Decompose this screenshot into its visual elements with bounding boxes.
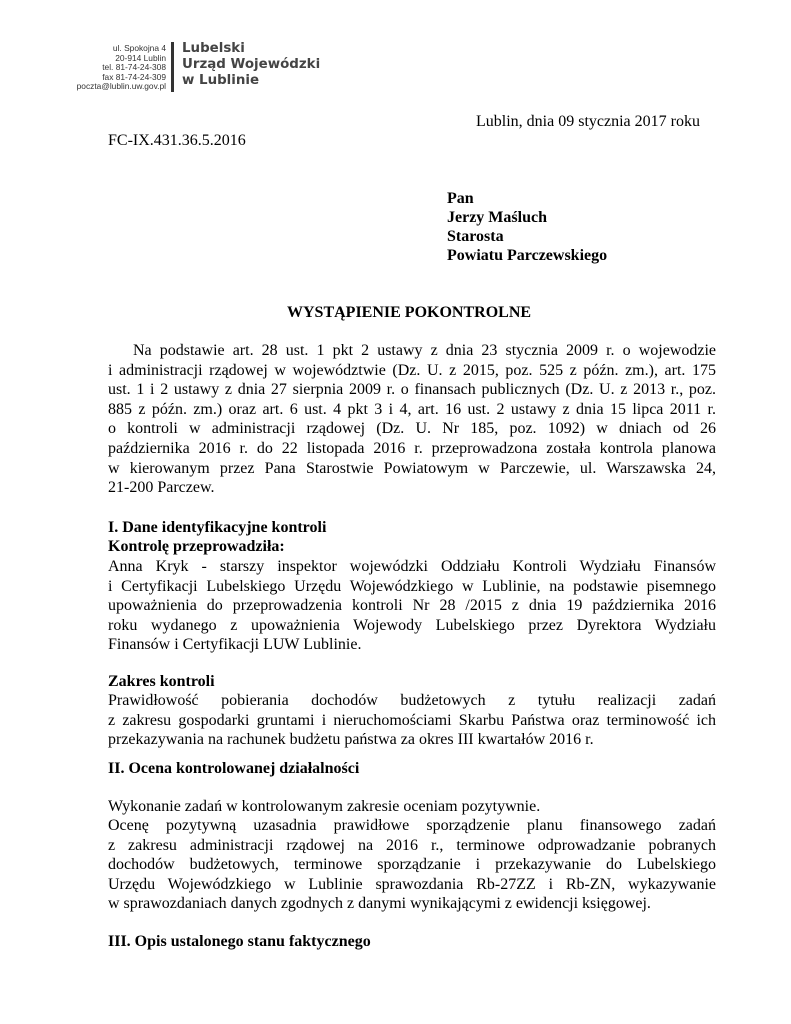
- recipient-line: Jerzy Maśluch: [447, 209, 547, 226]
- letterhead-address: [40, 44, 166, 92]
- paragraph-line: upoważnienia do przeprowadzenia kontroli Nr 28 /2015 z dnia 19 października 2016: [108, 597, 716, 615]
- section1-heading: I. Dane identyfikacyjne kontroli: [108, 519, 327, 536]
- paragraph-line: ust. 1 i 2 ustawy z dnia 27 sierpnia 2009 r. o finansach publicznych (Dz. U. z 2013 r., poz.: [108, 381, 716, 399]
- paragraph-line: Na podstawie art. 28 ust. 1 pkt 2 ustawy z dnia 23 stycznia 2009 r. o wojewodzie: [133, 342, 716, 359]
- org-name-line: Urząd Wojewódzki: [182, 57, 321, 73]
- scope-paragraph: [108, 691, 716, 750]
- place-date: Lublin, dnia 09 stycznia 2017 roku: [476, 113, 700, 130]
- org-name-line: w Lublinie: [182, 73, 260, 89]
- paragraph-line: i administracji rządowej w województwie (Dz. U. z 2015, poz. 525 z późn. zm.), art. 175: [108, 361, 716, 379]
- paragraph-line: z zakresu administracji rządowej na 2016 r., terminowe odprowadzanie pobranych: [108, 836, 716, 854]
- section1-subheading: Kontrolę przeprowadziła:: [108, 538, 285, 555]
- letterhead-divider: [171, 42, 174, 92]
- paragraph-line: Urzędu Wojewódzkiego w Lublinie sprawozdania Rb-27ZZ i Rb-ZN, wykazywanie: [108, 875, 716, 893]
- section1-paragraph: [108, 557, 716, 655]
- paragraph-line: roku wydanego z upoważnienia Wojewody Lubelskiego przez Dyrektora Wydziału: [108, 616, 716, 634]
- paragraph-line: o kontroli w administracji rządowej (Dz. U. Nr 185, poz. 1092) w dniach od 26: [108, 420, 716, 438]
- org-name-line: Lubelski: [182, 41, 245, 56]
- paragraph-line: 885 z późn. zm.) oraz art. 6 ust. 4 pkt 3 i 4, art. 16 ust. 2 ustawy z dnia 15 lipca 2011 r.: [108, 400, 716, 418]
- paragraph-line: października 2016 r. do 22 listopada 2016 r. przeprowadzona została kontrola planowa: [108, 439, 716, 457]
- recipient-block: [447, 189, 607, 265]
- section3-heading: III. Opis ustalonego stanu faktycznego: [108, 933, 371, 950]
- section2-heading: II. Ocena kontrolowanej działalności: [108, 760, 360, 777]
- address-phone: tel. 81-74-24-308: [102, 62, 166, 73]
- reference-number: FC-IX.431.36.5.2016: [108, 132, 246, 149]
- recipient-line: Starosta: [447, 228, 504, 245]
- recipient-line: Powiatu Parczewskiego: [447, 247, 608, 264]
- paragraph-line: dochodów budżetowych, terminowe sporządzanie i przekazywanie do Lubelskiego: [108, 856, 716, 874]
- section2-paragraph: [108, 816, 716, 914]
- paragraph-line: w sprawozdaniach danych zgodnych z danymi wynikającymi z ewidencji księgowej.: [108, 895, 651, 913]
- paragraph-line: z zakresu gospodarki gruntami i nieruchomościami Skarbu Państwa oraz terminowość ich: [108, 711, 716, 729]
- address-street: ul. Spokojna 4: [112, 43, 166, 53]
- address-fax: fax 81-74-24-309: [102, 71, 166, 82]
- address-city: 20-914 Lublin: [115, 52, 166, 63]
- paragraph-line: 21-200 Parczew.: [108, 479, 215, 497]
- intro-paragraph: [108, 341, 716, 498]
- paragraph-line: Prawidłowość pobierania dochodów budżetowych z tytułu realizacji zadań: [108, 692, 716, 709]
- paragraph-line: Anna Kryk - starszy inspektor wojewódzki Oddziału Kontroli Wydziału Finansów: [108, 558, 716, 575]
- assessment-statement: Wykonanie zadań w kontrolowanym zakresie oceniam pozytywnie.: [108, 798, 541, 815]
- paragraph-line: i Certyfikacji Lubelskiego Urzędu Wojewódzkiego w Lublinie, na podstawie pisemnego: [108, 577, 716, 595]
- scope-heading: Zakres kontroli: [108, 673, 215, 690]
- paragraph-line: w kierowanym przez Pana Starostwie Powiatowym w Parczewie, ul. Warszawska 24,: [108, 459, 716, 477]
- letterhead-org-name: [182, 41, 320, 90]
- paragraph-line: Finansów i Certyfikacji LUW Lublinie.: [108, 636, 362, 654]
- address-email: poczta@lublin.uw.gov.pl: [76, 81, 166, 92]
- document-title: WYSTĄPIENIE POKONTROLNE: [287, 304, 532, 321]
- paragraph-line: Ocenę pozytywną uzasadnia prawidłowe sporządzenie planu finansowego zadań: [108, 817, 716, 834]
- paragraph-line: przekazywania na rachunek budżetu państwa za okres III kwartałów 2016 r.: [108, 731, 594, 749]
- recipient-line: Pan: [447, 190, 474, 207]
